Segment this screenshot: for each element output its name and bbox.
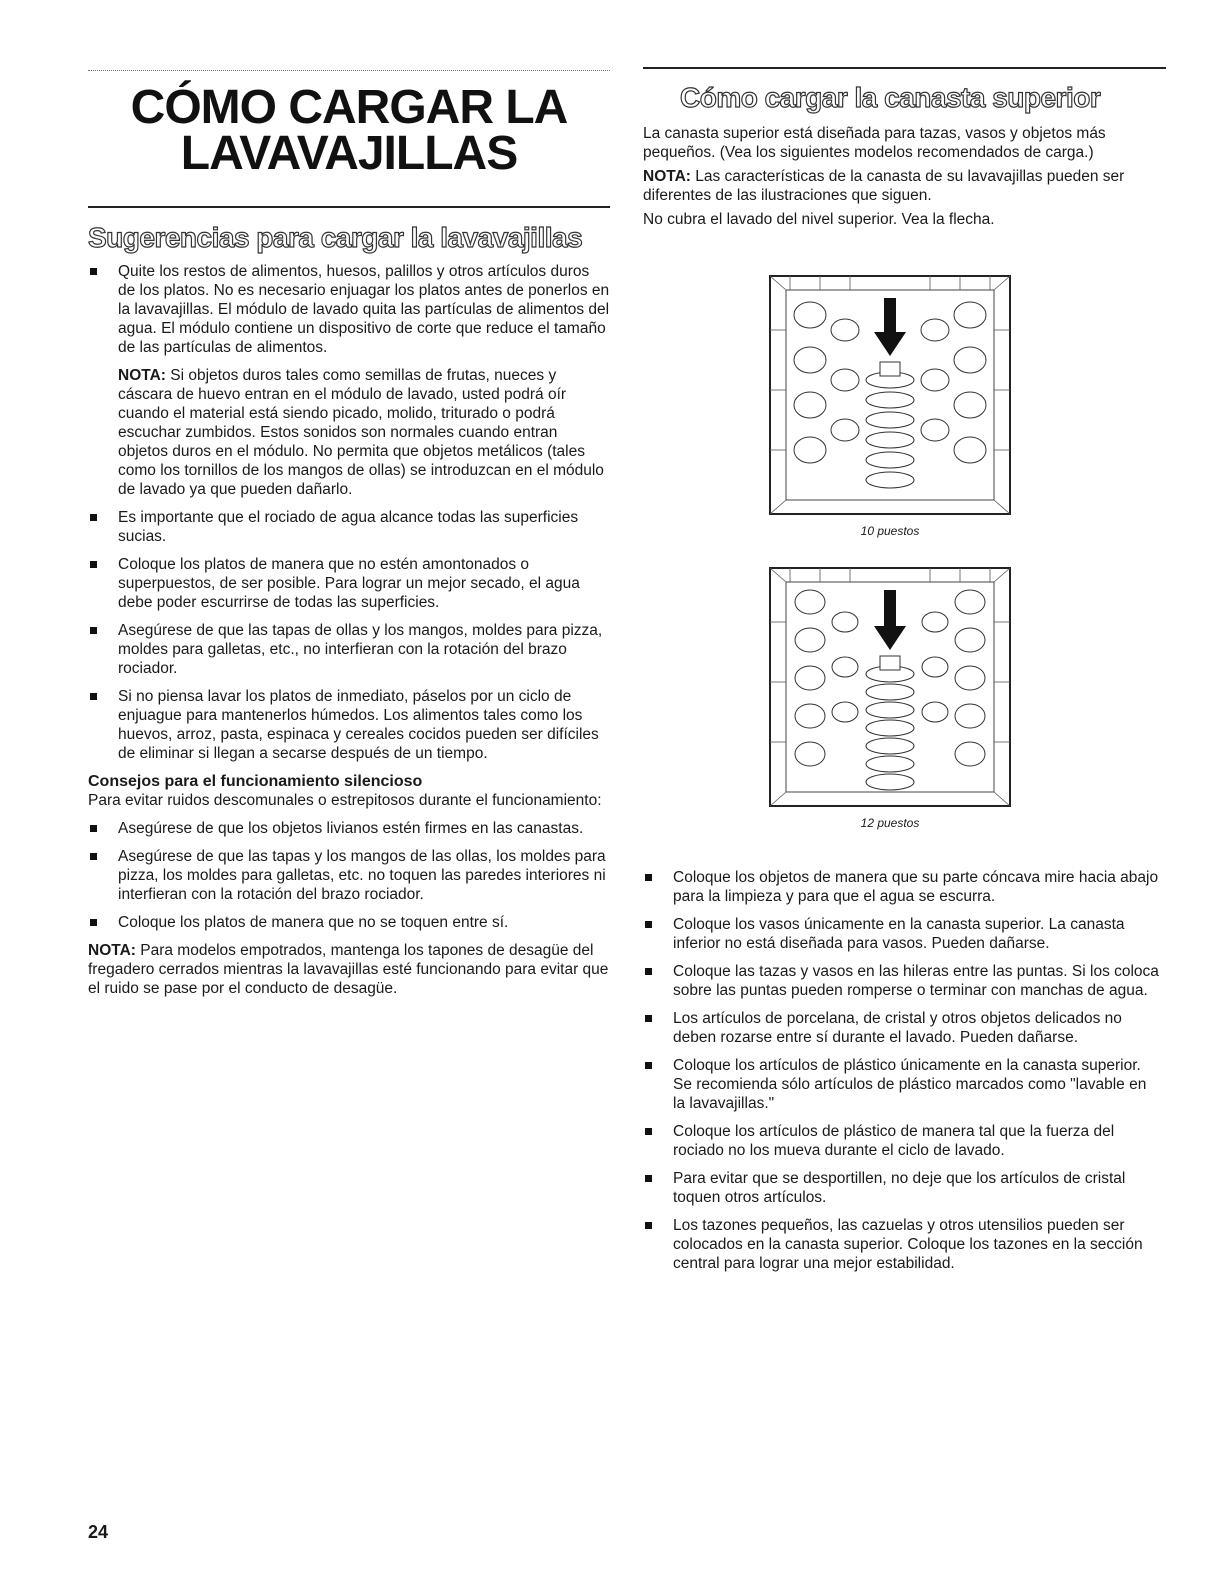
note-label: NOTA: [88, 942, 136, 959]
quiet-intro: Para evitar ruidos descomunales o estrepitosos durante el funcionamiento: [88, 792, 602, 809]
list-item [88, 262, 610, 357]
list-item-text: Los artículos de porcelana, de cristal y otros objetos delicados no deben rozarse entre sí durante el lavado. Pueden dañarse. [673, 1010, 1122, 1046]
note-text: Las características de la canasta de su lavavajillas pueden ser diferentes de las ilustraciones que siguen. [643, 168, 1125, 204]
quiet-tips-list [88, 819, 610, 932]
list-item [88, 913, 610, 932]
bullet-icon [90, 693, 97, 700]
rack-figure-12 [760, 562, 1020, 830]
top-dotted-rule [88, 70, 610, 71]
list-item-text: Coloque las tazas y vasos en las hileras entre las puntas. Si los coloca sobre las puntas pueden romperse o terminar con manchas de agua. [673, 963, 1159, 999]
list-item [88, 847, 610, 904]
bullet-icon [645, 1062, 652, 1069]
list-item-text: Para evitar que se desportillen, no deje que los artículos de cristal toquen otros artículos. [673, 1170, 1126, 1206]
bullet-icon [90, 268, 97, 275]
figure-caption: 10 puestos [860, 524, 920, 538]
bullet-icon [645, 921, 652, 928]
list-item-text: Coloque los platos de manera que no estén amontonados o superpuestos, de ser posible. Para lograr un mejor secado, el agua debe poder escurrirse de todas las superficies. [118, 556, 580, 611]
bullet-icon [90, 919, 97, 926]
rack-illustration-12 [760, 562, 1020, 812]
list-item [643, 915, 1161, 953]
list-item [88, 555, 610, 612]
bullet-icon [645, 968, 652, 975]
list-item-text: Es importante que el rociado de agua alcance todas las superficies sucias. [118, 509, 579, 545]
rack-figure-10 [760, 270, 1020, 538]
list-item [88, 508, 610, 546]
list-item-text: Asegúrese de que los objetos livianos estén firmes en las canastas. [118, 820, 584, 837]
upper-rack-intro [643, 124, 1148, 229]
list-item-text: Asegúrese de que las tapas de ollas y los mangos, moldes para pizza, moldes para galletas, etc., no interfieran con la rotación del brazo rociador. [118, 622, 603, 677]
note-paragraph-2 [88, 941, 610, 998]
list-item-text: Coloque los artículos de plástico de manera tal que la fuerza del rociado no los mueva durante el ciclo de lavado. [673, 1123, 1115, 1159]
bullet-icon [645, 1015, 652, 1022]
upper-rack-tips [643, 868, 1161, 1282]
list-item-text: Asegúrese de que las tapas y los mangos de las ollas, los moldes para pizza, los moldes para galletas, etc. no toquen las paredes interiores ni interfieran con la rotación del brazo rociador. [118, 848, 606, 903]
list-item-text: Coloque los platos de manera que no se toquen entre sí. [118, 914, 509, 931]
quiet-operation-subheading: Consejos para el funcionamiento silencioso [88, 773, 423, 790]
list-item-text: Coloque los vasos únicamente en la canasta superior. La canasta inferior no está diseñada para vasos. Pueden dañarse. [673, 916, 1125, 952]
figure-caption: 12 puestos [860, 816, 920, 830]
cover-note: No cubra el lavado del nivel superior. Vea la flecha. [643, 211, 995, 228]
note-paragraph [88, 366, 610, 499]
list-item-text: Coloque los objetos de manera que su parte cóncava mire hacia abajo para la limpieza y para que el agua se escurra. [673, 869, 1159, 905]
bullet-icon [645, 1222, 652, 1229]
list-item [643, 962, 1161, 1000]
note-text: Si objetos duros tales como semillas de frutas, nueces y cáscara de huevo entran en el módulo de lavado, usted podrá oír cuando el material está siendo picado, molido, triturado o podrá escuchar zumbidos. Estos sonidos son normales cuando entran objetos duros en el módulo. No permita que objetos metálicos (tales como los tornillos de los mangos de ollas) se introduzcan en el módulo de lavado ya que pueden dañarlo. [118, 367, 604, 498]
list-item [643, 1169, 1161, 1207]
loading-tips-section [88, 262, 610, 998]
bullet-icon [645, 1128, 652, 1135]
note-text: Para modelos empotrados, mantenga los tapones de desagüe del fregadero cerrados mientras la lavavajillas esté funcionando para evitar que el ruido se pase por el conducto de desagüe. [88, 942, 609, 997]
list-item [643, 1009, 1161, 1047]
list-item [643, 1122, 1161, 1160]
bullet-icon [645, 1175, 652, 1182]
list-item [643, 1056, 1161, 1113]
page-number: 24 [88, 1522, 109, 1542]
list-item [88, 621, 610, 678]
bullet-icon [90, 627, 97, 634]
title-line-1: CÓMO CARGAR LA [130, 81, 568, 134]
note-paragraph [643, 167, 1148, 205]
list-item [643, 1216, 1161, 1273]
loading-tips-list [88, 262, 610, 357]
bullet-icon [90, 853, 97, 860]
list-item-text: Coloque los artículos de plástico únicamente en la canasta superior. Se recomienda sólo artículos de plástico marcados como "lavable en la lavavajillas." [673, 1057, 1147, 1112]
bullet-icon [90, 825, 97, 832]
note-label: NOTA: [118, 367, 166, 384]
left-section-rule [88, 206, 610, 208]
list-item-text: Los tazones pequeños, las cazuelas y otros utensilios pueden ser colocados en la canasta superior. Coloque los tazones en la sección central para lograr una mejor estabilidad. [673, 1217, 1143, 1272]
rack-illustration-10 [760, 270, 1020, 520]
list-item [88, 819, 610, 838]
loading-tips-list-cont [88, 508, 610, 763]
intro-paragraph: La canasta superior está diseñada para tazas, vasos y objetos más pequeños. (Vea los siguientes modelos recomendados de carga.) [643, 125, 1106, 161]
upper-rack-heading: Cómo cargar la canasta superior [680, 82, 1101, 113]
note-label: NOTA: [643, 168, 691, 185]
list-item-text: Quite los restos de alimentos, huesos, palillos y otros artículos duros de los platos. No es necesario enjuagar los platos antes de ponerlos en la lavavajillas. El módulo de lavado quita las partículas de alimentos del agua. El módulo contiene un dispositivo de corte que reduce el tamaño de las partículas de alimentos. [118, 263, 610, 356]
list-item [88, 687, 610, 763]
title-line-2: LAVAVAJILLAS [180, 127, 518, 180]
loading-tips-heading: Sugerencias para cargar la lavavajillas [88, 222, 583, 253]
bullet-icon [90, 514, 97, 521]
list-item [643, 868, 1161, 906]
right-section-rule [643, 67, 1166, 69]
upper-rack-tips-list [643, 868, 1161, 1273]
bullet-icon [90, 561, 97, 568]
bullet-icon [645, 874, 652, 881]
list-item-text: Si no piensa lavar los platos de inmediato, páselos por un ciclo de enjuague para mantenerlos húmedos. Los alimentos tales como los huevos, arroz, pasta, espinaca y cereales cocidos pueden ser difíciles de eliminar si llegan a secarse después de un tiempo. [118, 688, 599, 762]
page-title [88, 81, 610, 180]
